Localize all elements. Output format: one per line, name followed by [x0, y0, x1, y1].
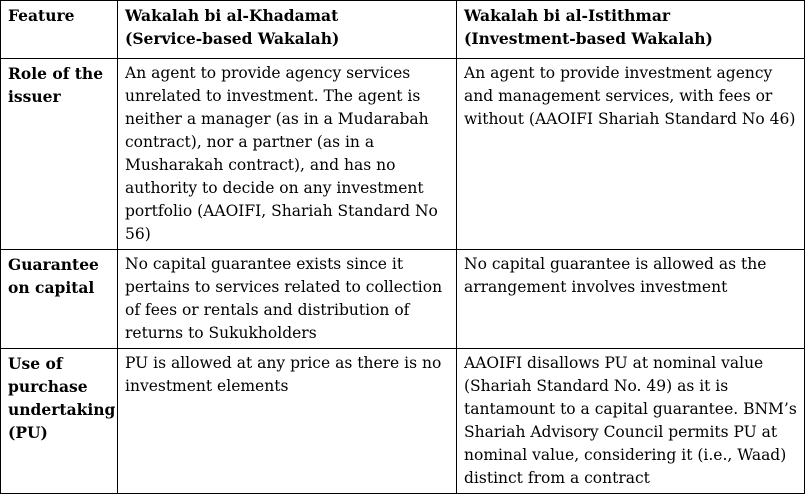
cell-khadamat-pu: PU is allowed at any price as there is no investment elements	[118, 349, 457, 494]
header-istithmar-subtitle: (Investment-based Wakalah)	[464, 29, 713, 48]
header-istithmar-title: Wakalah bi al-Istithmar	[464, 6, 671, 25]
cell-istithmar-role: An agent to provide investment agency and management services, with fees or without (AAOIFI Shariah Standard No 46)	[457, 59, 805, 250]
row-label-guarantee: Guarantee on capital	[1, 250, 118, 349]
header-istithmar	[457, 1, 805, 59]
table-row	[1, 349, 805, 494]
header-khadamat	[118, 1, 457, 59]
table-row	[1, 250, 805, 349]
cell-khadamat-role: An agent to provide agency services unrelated to investment. The agent is neither a manager (as in a Mudarabah contract), nor a partner (as in a Musharakah contract), and has no authority to decide on any investment portfolio (AAOIFI, Shariah Standard No 56)	[118, 59, 457, 250]
header-khadamat-subtitle: (Service-based Wakalah)	[125, 29, 340, 48]
row-label-pu: Use of purchase undertaking (PU)	[1, 349, 118, 494]
header-feature: Feature	[1, 1, 118, 59]
table-row	[1, 59, 805, 250]
cell-khadamat-guarantee: No capital guarantee exists since it pertains to services related to collection of fees or rentals and distribution of returns to Sukukholders	[118, 250, 457, 349]
row-label-role: Role of the issuer	[1, 59, 118, 250]
cell-istithmar-pu: AAOIFI disallows PU at nominal value (Shariah Standard No. 49) as it is tantamount to a capital guarantee. BNM’s Shariah Advisory Council permits PU at nominal value, considering it (i.e., Waad) distinct from a contract	[457, 349, 805, 494]
header-khadamat-title: Wakalah bi al-Khadamat	[125, 6, 339, 25]
cell-istithmar-guarantee: No capital guarantee is allowed as the arrangement involves investment	[457, 250, 805, 349]
header-row	[1, 1, 805, 59]
